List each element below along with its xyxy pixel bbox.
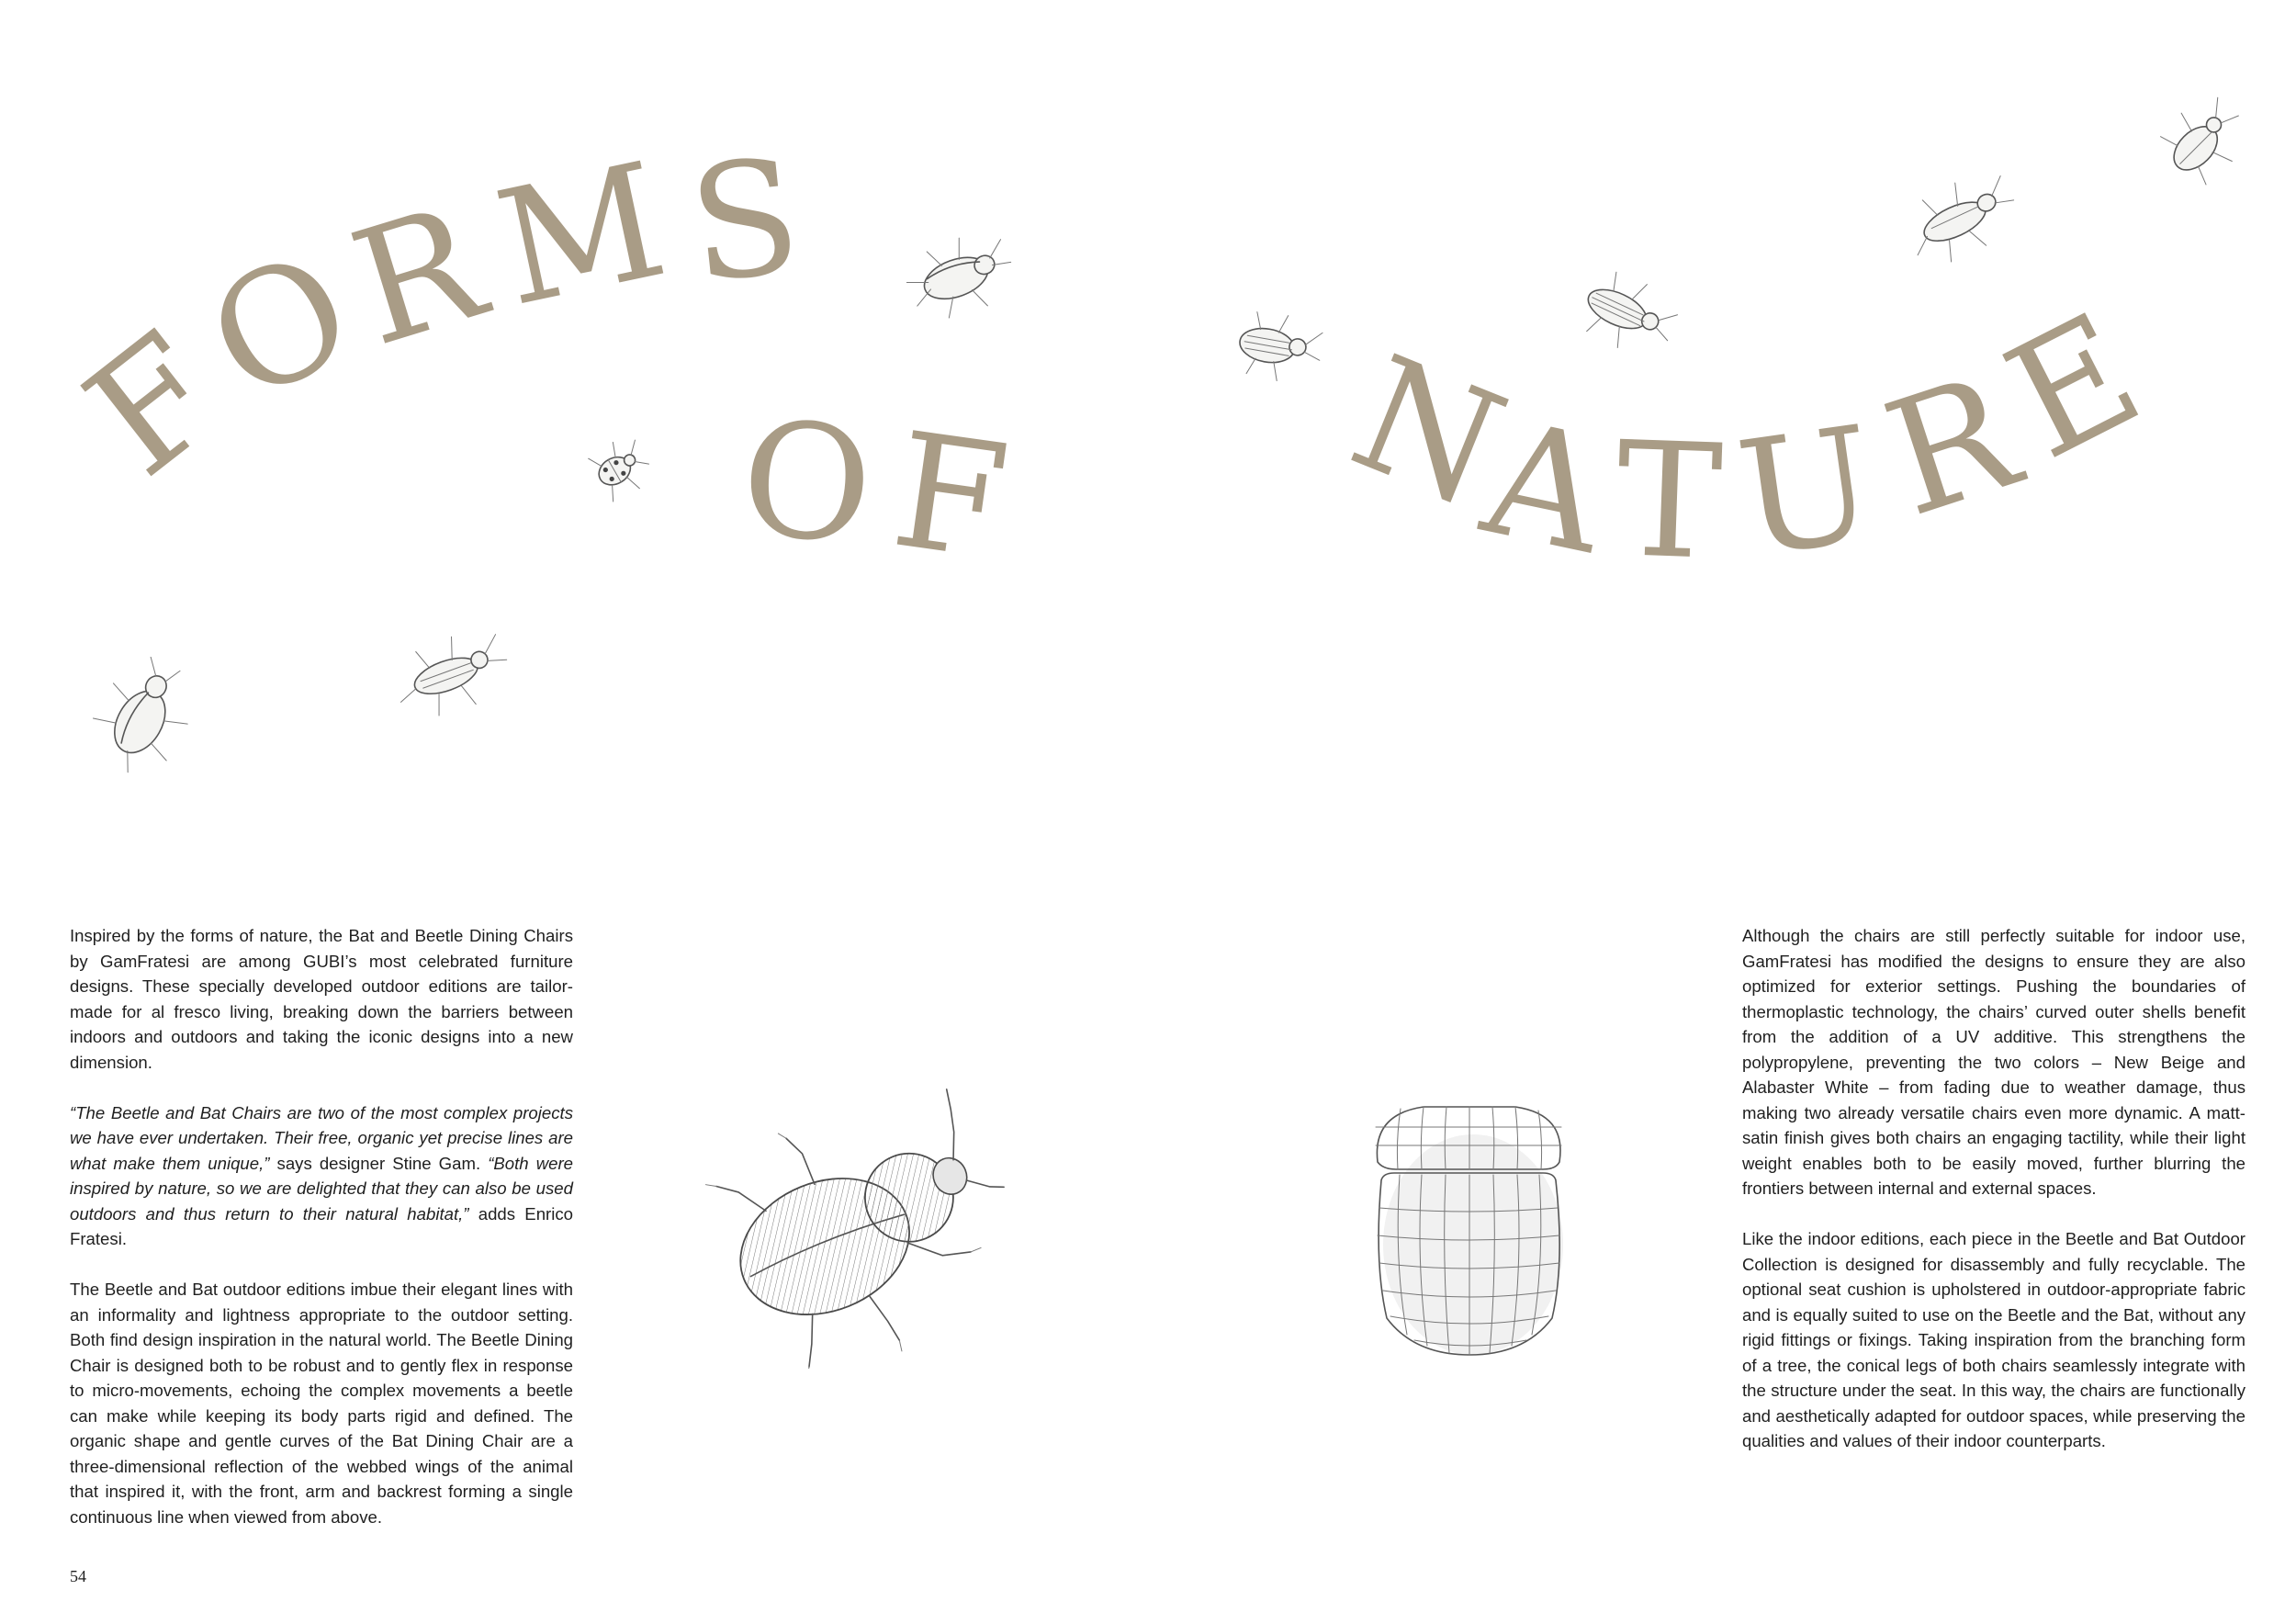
title-letter: N <box>1330 321 1527 544</box>
beetle-sketch-icon <box>73 657 202 776</box>
beetle-sketch-icon <box>1892 165 2020 266</box>
title-letter: O <box>179 214 381 439</box>
right-text-column <box>1742 923 2245 1454</box>
title-letter: T <box>1613 407 1726 595</box>
title-letter: F <box>53 298 254 512</box>
beetle-sketch-icon <box>891 225 1019 326</box>
left-text-column <box>70 923 573 1529</box>
title-letter: R <box>1865 339 2037 553</box>
body-paragraph: Although the chairs are still perfectly suitable for indoor use, GamFratesi has modified the designs to ensure they are also optimized for exterior settings. Pushing the boundaries of thermoplastic technology, the chairs’ curved outer shells benefit from the addition of a UV additive. This strengthens the polypropylene, preventing the two colors – New Beige and Alabaster White – from fading due to weather damage, thus making two already versatile chairs even more dynamic. A matt-satin finish gives both chairs an engaging tactility, while their light weight enables both to be easily moved, further blurring the frontiers between internal and external spaces. <box>1742 926 2245 1198</box>
beetle-sketch-icon <box>1561 257 1681 358</box>
ladybug-sketch-icon <box>579 432 652 505</box>
body-paragraph: The Beetle and Bat outdoor editions imbue their elegant lines with an informality and lightness appropriate to the outdoor setting. Both find design inspiration in the natural world. The Beetle Dining Chair is designed both to be robust and to gently flex in response to micro-movements, echoing the complex movements a beetle can make while keeping its body parts rigid and defined. The organic shape and gentle curves of the Bat Dining Chair are a three-dimensional reflection of the webbed wings of the animal that inspired it, with the front, arm and backrest forming a single continuous line when viewed from above. <box>70 1280 573 1527</box>
enrico-fratesi-quote: “Both were inspired by nature, so we are delighted that they can also be used outdoors and thus return to their natural habitat,” <box>70 1153 573 1224</box>
intro-paragraph: Inspired by the forms of nature, the Bat and Beetle Dining Chairs by GamFratesi are among GUBI’s most celebrated furniture designs. These specially developed outdoor editions are tailor-made for al fresco living, breaking down the barriers between indoors and outdoors and taking the iconic designs into a new dimension. <box>70 926 573 1072</box>
stine-gam-quote: “The Beetle and Bat Chairs are two of the most complex projects we have ever undertaken. Their free, organic yet precise lines are what make them unique,” <box>70 1102 573 1173</box>
page-number: 54 <box>70 1567 86 1585</box>
chair-wireframe-illustration-icon <box>1359 1098 1580 1364</box>
title-letter: M <box>482 127 680 343</box>
beetle-illustration-icon <box>693 1075 1006 1369</box>
beetle-sketch-icon <box>2140 92 2250 193</box>
title-letter: U <box>1728 390 1886 593</box>
title-letter: R <box>333 170 501 382</box>
title-letter: F <box>883 397 1018 596</box>
beetle-sketch-icon <box>1217 299 1327 390</box>
title-letter: O <box>736 386 878 580</box>
beetle-sketch-icon <box>386 625 514 716</box>
title-letter: S <box>681 123 808 319</box>
quote-attribution: adds Enrico Fratesi. <box>70 1203 574 1248</box>
quote-attribution: says designer Stine Gam. <box>269 1153 489 1173</box>
body-paragraph: Like the indoor editions, each piece in the Beetle and Bat Outdoor Collection is designed for disassembly and fully recyclable. The optional seat cushion is upholstered in outdoor-appropriate fabric and is equally suited to use on the Beetle and the Bat, without any rigid fittings or fixings. Taking inspiration from the branching form of a tree, the conical legs of both chairs seamlessly integrate with the structure under the seat. In this way, the chairs are functionally and aesthetically adapted for outdoor spaces, while preserving the qualities and values of their indoor counterparts. <box>1742 1229 2245 1450</box>
title-letter: A <box>1469 385 1620 590</box>
quote-paragraph <box>70 1100 573 1252</box>
title-letter: E <box>1979 277 2167 495</box>
